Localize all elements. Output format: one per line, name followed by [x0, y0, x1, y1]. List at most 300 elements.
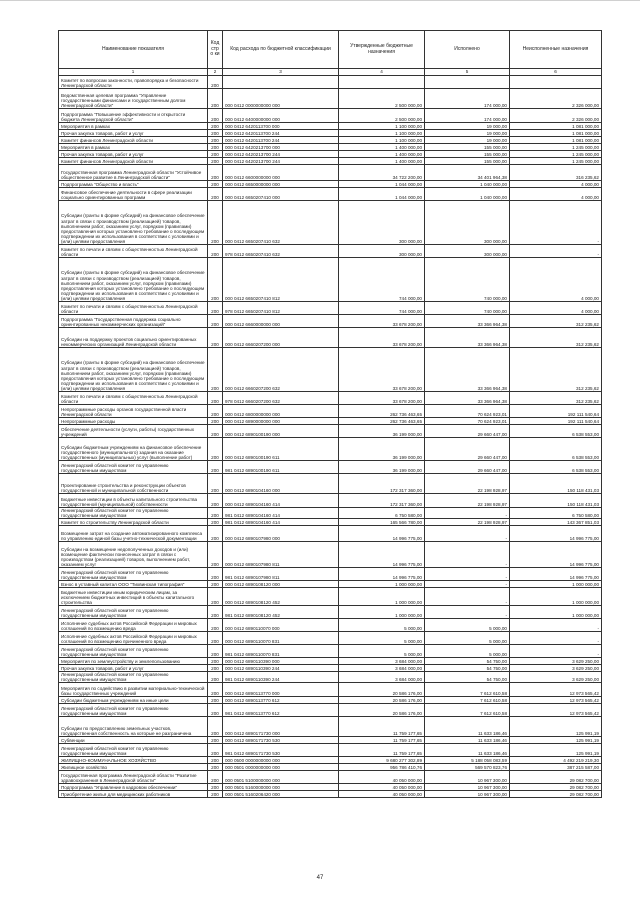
row-executed: 34 401 964,38 — [425, 165, 510, 181]
row-approved: 165 566 780,00 — [339, 519, 425, 526]
row-approved: 3 684 000,00 — [339, 658, 425, 665]
row-code: 200 — [208, 519, 223, 526]
row-unexecuted: 2 326 000,00 — [510, 89, 602, 109]
row-executed: 7 612 610,58 — [425, 704, 510, 717]
row-approved: 262 736 463,65 — [339, 418, 425, 425]
row-name: Исполнение судебных актов Российской Федерации и мировых соглашений по возмещению вреда — [59, 619, 208, 632]
row-executed: 22 198 928,97 — [425, 519, 510, 526]
row-executed: 300 000,00 — [425, 245, 510, 258]
row-approved: 9 680 277 302,89 — [339, 757, 425, 764]
table-row — [59, 315, 602, 328]
row-executed: - — [425, 606, 510, 619]
row-classification: 000 0412 6420213700 000 — [223, 144, 339, 151]
row-classification: 000 0412 6890110390 000 — [223, 658, 339, 665]
row-code: 200 — [208, 697, 223, 704]
row-unexecuted: 12 973 565,42 — [510, 683, 602, 697]
row-code: 200 — [208, 672, 223, 683]
row-executed: 33 366 964,38 — [425, 315, 510, 328]
row-code: 200 — [208, 109, 223, 123]
column-number: 6 — [510, 69, 602, 76]
table-row — [59, 144, 602, 151]
row-classification: 000 0412 6890110070 831 — [223, 632, 339, 645]
row-executed: - — [425, 542, 510, 568]
row-code: 200 — [208, 717, 223, 737]
row-code: 200 — [208, 405, 223, 418]
row-approved: 300 000,00 — [339, 201, 425, 245]
row-executed: 33 366 964,38 — [425, 348, 510, 392]
table-row — [59, 526, 602, 542]
row-name: Государственная программа Ленинградской области "Устойчивое общественное развитие в Ленинградской области" — [59, 165, 208, 181]
row-executed: 11 633 186,46 — [425, 717, 510, 737]
table-row — [59, 245, 602, 258]
row-name: Взнос в уставный капитал ООО "Тихвинская типография" — [59, 581, 208, 588]
row-code: 200 — [208, 784, 223, 791]
row-approved: 36 199 000,00 — [339, 438, 425, 461]
row-approved: 33 678 200,00 — [339, 328, 425, 348]
row-unexecuted: 143 367 851,03 — [510, 519, 602, 526]
row-executed: 29 660 447,00 — [425, 461, 510, 474]
row-name: Государственная программа Ленинградской области "Развитие здравоохранения в Ленинградской области" — [59, 771, 208, 784]
row-classification: 000 0412 0000000000 000 — [223, 89, 339, 109]
row-code: 200 — [208, 542, 223, 568]
row-approved: 40 050 000,00 — [339, 771, 425, 784]
table-row — [59, 658, 602, 665]
row-code: 200 — [208, 181, 223, 188]
row-classification: 000 0412 6890107980 811 — [223, 542, 339, 568]
row-approved: 34 722 200,00 — [339, 165, 425, 181]
row-unexecuted: 3 629 250,00 — [510, 665, 602, 672]
row-classification: 000 0501 5100000000 000 — [223, 771, 339, 784]
row-unexecuted: 312 235,62 — [510, 348, 602, 392]
row-code: 200 — [208, 791, 223, 798]
row-unexecuted: 316 235,62 — [510, 165, 602, 181]
table-row — [59, 130, 602, 137]
row-classification: 000 0501 5160206420 000 — [223, 791, 339, 798]
row-unexecuted: 387 215 587,00 — [510, 764, 602, 771]
row-name: Субсидии бюджетным учреждениям на финансовое обеспечение государственного (муниципального) задания на оказание государственных (муниципальных) услуг (выполнение работ) — [59, 438, 208, 461]
row-unexecuted: 6 538 553,00 — [510, 461, 602, 474]
row-approved: 6 750 580,00 — [339, 508, 425, 519]
table-row — [59, 717, 602, 737]
table-row — [59, 328, 602, 348]
row-code: 200 — [208, 137, 223, 144]
table-row — [59, 764, 602, 771]
row-approved: 20 586 176,00 — [339, 683, 425, 697]
row-code: 200 — [208, 683, 223, 697]
row-executed: 54 750,00 — [425, 658, 510, 665]
row-unexecuted: 3 629 250,00 — [510, 658, 602, 665]
row-executed: 29 660 447,00 — [425, 425, 510, 438]
row-unexecuted: 1 081 000,00 — [510, 137, 602, 144]
row-unexecuted: 12 973 565,42 — [510, 697, 602, 704]
row-classification: 000 0412 6890107980 000 — [223, 526, 339, 542]
row-name: Субсидии (гранты в форме субсидий) на финансовое обеспечение затрат в связи с производством (реализацией) товаров, выполнением работ, оказанием услуг, порядком (правилами) предоставления которых установлено требование о последующем подтверждении их использования в соответствии с условиями и (или) целями предоставления — [59, 348, 208, 392]
row-name: Финансовое обеспечение деятельности в сфере реализации социально ориентированных программ — [59, 188, 208, 201]
row-unexecuted: 14 996 775,00 — [510, 542, 602, 568]
row-name: Подпрограмма "Общество и власть" — [59, 181, 208, 188]
row-code: 200 — [208, 89, 223, 109]
row-approved: 36 199 000,00 — [339, 425, 425, 438]
row-unexecuted: 1 245 000,00 — [510, 151, 602, 158]
row-executed: 569 570 823,76 — [425, 764, 510, 771]
row-unexecuted: - — [510, 632, 602, 645]
table-row — [59, 151, 602, 158]
table-row — [59, 744, 602, 757]
row-executed: 54 750,00 — [425, 672, 510, 683]
row-name: Субсидии на поддержку проектов социально ориентированных некоммерческих организаций Ленинградской области — [59, 328, 208, 348]
row-unexecuted: 150 118 431,03 — [510, 494, 602, 508]
row-unexecuted: 14 996 775,00 — [510, 568, 602, 581]
table-body — [59, 76, 602, 798]
row-code: 200 — [208, 665, 223, 672]
table-row — [59, 665, 602, 672]
row-unexecuted: 1 081 000,00 — [510, 123, 602, 130]
table-header-row — [59, 31, 602, 69]
row-name: Возмещение затрат на создание автоматизированного комплекса по управлению единой базы учетно-технической документации — [59, 526, 208, 542]
row-code: 200 — [208, 764, 223, 771]
row-classification: 000 0412 6890113770 612 — [223, 697, 339, 704]
table-row — [59, 405, 602, 418]
row-code: 200 — [208, 757, 223, 764]
row-executed: 7 612 610,58 — [425, 683, 510, 697]
row-unexecuted: 125 991,19 — [510, 737, 602, 744]
row-classification: 978 0412 6660207200 632 — [223, 392, 339, 405]
row-code: 200 — [208, 645, 223, 658]
row-executed: 19 000,00 — [425, 123, 510, 130]
row-classification: 000 0412 6800000000 000 — [223, 405, 339, 418]
row-unexecuted: 4 000,00 — [510, 188, 602, 201]
row-executed: 5 188 058 083,59 — [425, 757, 510, 764]
row-approved — [339, 76, 425, 89]
row-classification: 000 0412 6420113700 244 — [223, 130, 339, 137]
row-approved: 20 586 176,00 — [339, 704, 425, 717]
row-approved: 14 996 775,00 — [339, 568, 425, 581]
row-approved: 36 199 000,00 — [339, 461, 425, 474]
row-unexecuted: 1 245 000,00 — [510, 158, 602, 165]
row-unexecuted: 1 000 000,00 — [510, 606, 602, 619]
row-code: 200 — [208, 315, 223, 328]
row-classification: 000 0412 6650207410 632 — [223, 201, 339, 245]
row-unexecuted: 6 538 553,00 — [510, 425, 602, 438]
row-approved: 1 000 000,00 — [339, 606, 425, 619]
row-code: 200 — [208, 771, 223, 784]
row-unexecuted: 1 081 000,00 — [510, 130, 602, 137]
table-row — [59, 784, 602, 791]
row-classification: 000 0412 6660207200 632 — [223, 348, 339, 392]
row-name: Ленинградский областной комитет по управлению государственным имуществом — [59, 606, 208, 619]
column-number: 2 — [208, 69, 223, 76]
row-code: 200 — [208, 144, 223, 151]
row-approved: 3 684 000,00 — [339, 665, 425, 672]
row-code: 200 — [208, 526, 223, 542]
table-row — [59, 581, 602, 588]
row-classification: 000 0412 6890000000 000 — [223, 418, 339, 425]
row-unexecuted: - — [510, 619, 602, 632]
table-row — [59, 392, 602, 405]
row-executed: 70 624 923,01 — [425, 418, 510, 425]
row-code: 200 — [208, 704, 223, 717]
row-name: Комитет по печати и связям с общественностью Ленинградской области — [59, 245, 208, 258]
row-unexecuted: 29 082 700,00 — [510, 784, 602, 791]
row-classification: 978 0412 6650207410 632 — [223, 245, 339, 258]
row-code: 200 — [208, 328, 223, 348]
row-executed: - — [425, 526, 510, 542]
row-classification: 978 0412 6650207410 812 — [223, 302, 339, 315]
row-approved: 40 050 000,00 — [339, 791, 425, 798]
row-classification — [223, 76, 339, 89]
row-code: 200 — [208, 508, 223, 519]
row-executed: 19 000,00 — [425, 130, 510, 137]
row-unexecuted: 14 996 775,00 — [510, 526, 602, 542]
row-executed: 300 000,00 — [425, 201, 510, 245]
row-code: 200 — [208, 744, 223, 757]
row-code: 200 — [208, 158, 223, 165]
row-approved: 1 400 000,00 — [339, 158, 425, 165]
row-name: Субсидии по предоставлению земельных участков, государственная собственность на которые не разграничена — [59, 717, 208, 737]
row-classification: 000 0412 6890113770 000 — [223, 683, 339, 697]
table-row — [59, 542, 602, 568]
table-row — [59, 606, 602, 619]
row-classification: 981 0412 6890107980 811 — [223, 568, 339, 581]
row-classification: 981 0412 6890100190 611 — [223, 461, 339, 474]
row-name: Непрограммные расходы — [59, 418, 208, 425]
table-row — [59, 494, 602, 508]
table-row — [59, 508, 602, 519]
row-name: Мероприятия по землеустройству и землепользованию — [59, 658, 208, 665]
row-name: Бюджетные инвестиции в объекты капитального строительства государственной (муниципальной) собственности — [59, 494, 208, 508]
row-classification: 000 0412 6890100190 000 — [223, 425, 339, 438]
row-executed: 740 000,00 — [425, 258, 510, 302]
row-approved: 1 400 000,00 — [339, 144, 425, 151]
row-unexecuted: - — [510, 245, 602, 258]
row-executed: 54 750,00 — [425, 665, 510, 672]
row-executed: 22 198 928,97 — [425, 474, 510, 494]
row-unexecuted: 6 538 553,00 — [510, 438, 602, 461]
row-unexecuted: - — [510, 645, 602, 658]
row-name: Приобретение жилья для медицинских работников — [59, 791, 208, 798]
row-unexecuted: 125 991,19 — [510, 717, 602, 737]
row-executed: 740 000,00 — [425, 302, 510, 315]
table-row — [59, 568, 602, 581]
row-unexecuted: 1 000 000,00 — [510, 581, 602, 588]
row-code: 200 — [208, 130, 223, 137]
row-name: Субвенции — [59, 737, 208, 744]
row-classification: 000 0412 6890171730 000 — [223, 717, 339, 737]
table-row — [59, 89, 602, 109]
table-row — [59, 348, 602, 392]
row-name: Подпрограмма "Повышение эффективности и открытости бюджета Ленинградской области" — [59, 109, 208, 123]
table-row — [59, 519, 602, 526]
header-classification: Код расхода по бюджетной классификации — [223, 31, 339, 69]
table-row — [59, 438, 602, 461]
row-classification: 981 0412 6890108120 452 — [223, 606, 339, 619]
table-row — [59, 76, 602, 89]
row-code: 200 — [208, 658, 223, 665]
row-unexecuted: 192 111 540,64 — [510, 405, 602, 418]
row-name: Комитет по печати и связям с общественностью Ленинградской области — [59, 392, 208, 405]
row-classification: 000 0412 6890108120 000 — [223, 581, 339, 588]
table-row — [59, 425, 602, 438]
row-classification: 000 0500 0000000000 000 — [223, 757, 339, 764]
header-executed: Исполнено — [425, 31, 510, 69]
row-unexecuted: 29 082 700,00 — [510, 771, 602, 784]
row-name: Субсидии (гранты в форме субсидий) на финансовое обеспечение затрат в связи с производством (реализацией) товаров, выполнением работ, оказанием услуг, порядком (правилами) предоставления которых установлено требование о последующем подтверждении их использования в соответствии с условиями и (или) целями предоставления — [59, 258, 208, 302]
table-row — [59, 632, 602, 645]
table-row — [59, 109, 602, 123]
row-name: Подпрограмма "Управление в кадровом обеспечении" — [59, 784, 208, 791]
row-code: 200 — [208, 348, 223, 392]
row-code: 200 — [208, 425, 223, 438]
row-name: Ленинградский областной комитет по управлению государственным имуществом — [59, 645, 208, 658]
row-approved: 2 500 000,00 — [339, 109, 425, 123]
row-executed — [425, 76, 510, 89]
row-classification: 000 0412 6600000000 000 — [223, 165, 339, 181]
row-code: 200 — [208, 438, 223, 461]
table-row — [59, 258, 602, 302]
row-classification: 000 0412 6420213700 244 — [223, 158, 339, 165]
table-row — [59, 302, 602, 315]
row-code: 200 — [208, 632, 223, 645]
row-name: Ленинградский областной комитет по управлению государственным имуществом — [59, 568, 208, 581]
row-classification: 000 0412 6890171730 530 — [223, 737, 339, 744]
row-name: Мероприятия по содействию в развитии материально-технической базы государственных учреждений — [59, 683, 208, 697]
row-name: ЖИЛИЩНО-КОММУНАЛЬНОЕ ХОЗЯЙСТВО — [59, 757, 208, 764]
row-code: 200 — [208, 737, 223, 744]
row-approved: 1 000 000,00 — [339, 588, 425, 606]
row-name: Проектирование строительства и реконструкции объектов государственной и муниципальной собственности — [59, 474, 208, 494]
row-name: Субсидии бюджетным учреждениям на иные цели — [59, 697, 208, 704]
row-unexecuted: 1 245 000,00 — [510, 144, 602, 151]
row-executed: 11 633 186,46 — [425, 744, 510, 757]
row-executed: 5 000,00 — [425, 645, 510, 658]
row-classification: 000 0412 6890108120 452 — [223, 588, 339, 606]
row-approved: 40 050 000,00 — [339, 784, 425, 791]
row-executed: 5 000,00 — [425, 632, 510, 645]
row-approved: 5 000,00 — [339, 645, 425, 658]
row-unexecuted: - — [510, 201, 602, 245]
table-row — [59, 645, 602, 658]
row-name: Комитет по печати и связям с общественностью Ленинградской области — [59, 302, 208, 315]
table-row — [59, 158, 602, 165]
row-classification: 000 0412 6650000000 000 — [223, 181, 339, 188]
row-approved: 956 786 410,76 — [339, 764, 425, 771]
page-number: 47 — [316, 875, 324, 881]
row-name: Комитет финансов Ленинградской области — [59, 137, 208, 144]
row-name: Прочая закупка товаров, работ и услуг — [59, 665, 208, 672]
table-row — [59, 771, 602, 784]
row-classification: 000 0501 5160000000 000 — [223, 784, 339, 791]
row-executed: 33 366 964,38 — [425, 328, 510, 348]
row-executed: 70 624 923,01 — [425, 405, 510, 418]
row-executed: 155 000,00 — [425, 144, 510, 151]
row-classification: 981 0412 6890171730 530 — [223, 744, 339, 757]
row-executed: 174 000,00 — [425, 109, 510, 123]
row-classification: 000 0412 6420113700 244 — [223, 137, 339, 144]
row-code: 200 — [208, 302, 223, 315]
row-classification: 000 0412 6660207200 000 — [223, 328, 339, 348]
row-name: Ведомственная целевая программа "Управление государственными финансами и государственным долгом Ленинградской области" — [59, 89, 208, 109]
header-approved: Утвержденные бюджетные назначения — [339, 31, 425, 69]
row-code: 200 — [208, 619, 223, 632]
table-row — [59, 672, 602, 683]
row-approved: 262 736 463,65 — [339, 405, 425, 418]
row-classification: 000 0412 6890110070 000 — [223, 619, 339, 632]
header-code: Код стро ки — [208, 31, 223, 69]
column-number-row — [59, 69, 602, 76]
row-code: 200 — [208, 245, 223, 258]
row-approved: 33 678 200,00 — [339, 348, 425, 392]
row-executed: - — [425, 508, 510, 519]
row-code: 200 — [208, 568, 223, 581]
row-unexecuted: 4 000,00 — [510, 181, 602, 188]
table-row — [59, 461, 602, 474]
row-code: 200 — [208, 418, 223, 425]
row-unexecuted: 4 000,00 — [510, 302, 602, 315]
row-classification: 000 0412 6420213700 244 — [223, 151, 339, 158]
row-executed: - — [425, 568, 510, 581]
row-approved: 2 500 000,00 — [339, 89, 425, 109]
row-name: Субсидии на возмещение недополученных доходов и (или) возмещение фактически понесенных затрат в связи с производством (реализацией) товаров, выполнением работ, оказанием услуг — [59, 542, 208, 568]
row-approved: 1 100 000,00 — [339, 123, 425, 130]
row-approved: 1 044 000,00 — [339, 181, 425, 188]
row-unexecuted: 4 000,00 — [510, 258, 602, 302]
row-name: Обеспечение деятельности (услуги, работы) государственных учреждений — [59, 425, 208, 438]
row-approved: 744 000,00 — [339, 258, 425, 302]
row-approved: 5 000,00 — [339, 632, 425, 645]
row-approved: 11 759 177,65 — [339, 744, 425, 757]
row-executed: 1 040 000,00 — [425, 181, 510, 188]
row-approved: 1 044 000,00 — [339, 188, 425, 201]
row-code: 200 — [208, 76, 223, 89]
row-code: 200 — [208, 188, 223, 201]
row-executed: 10 967 300,00 — [425, 791, 510, 798]
row-executed: 5 000,00 — [425, 619, 510, 632]
table-row — [59, 791, 602, 798]
row-code: 200 — [208, 201, 223, 245]
table-row — [59, 201, 602, 245]
table-row — [59, 588, 602, 606]
row-name: Мероприятия в рамках — [59, 123, 208, 130]
row-name: Ленинградский областной комитет по управлению государственным имуществом — [59, 461, 208, 474]
table-row — [59, 619, 602, 632]
column-number: 1 — [59, 69, 208, 76]
row-executed: 29 660 447,00 — [425, 438, 510, 461]
row-approved: 172 317 360,00 — [339, 494, 425, 508]
row-code: 200 — [208, 165, 223, 181]
row-name: Комитет по строительству Ленинградской области — [59, 519, 208, 526]
row-classification: 000 0412 6660000000 000 — [223, 315, 339, 328]
row-unexecuted: 192 111 540,64 — [510, 418, 602, 425]
row-name: Мероприятия в рамках — [59, 144, 208, 151]
row-classification: 981 0412 6890113770 612 — [223, 704, 339, 717]
table-row — [59, 757, 602, 764]
row-classification: 981 0412 6890110070 831 — [223, 645, 339, 658]
row-classification: 981 0412 6890104160 414 — [223, 519, 339, 526]
row-approved: 172 317 360,00 — [339, 474, 425, 494]
row-executed: 10 967 300,00 — [425, 771, 510, 784]
row-code: 200 — [208, 123, 223, 130]
row-unexecuted — [510, 76, 602, 89]
row-code: 200 — [208, 581, 223, 588]
row-name: Непрограммные расходы органов государственной власти Ленинградской области — [59, 405, 208, 418]
table-row — [59, 181, 602, 188]
row-approved: 1 100 000,00 — [339, 130, 425, 137]
table-row — [59, 683, 602, 697]
row-name: Ленинградский областной комитет по управлению государственным имуществом — [59, 672, 208, 683]
column-number: 4 — [339, 69, 425, 76]
row-approved: 744 000,00 — [339, 302, 425, 315]
row-name: Комитет финансов Ленинградской области — [59, 158, 208, 165]
